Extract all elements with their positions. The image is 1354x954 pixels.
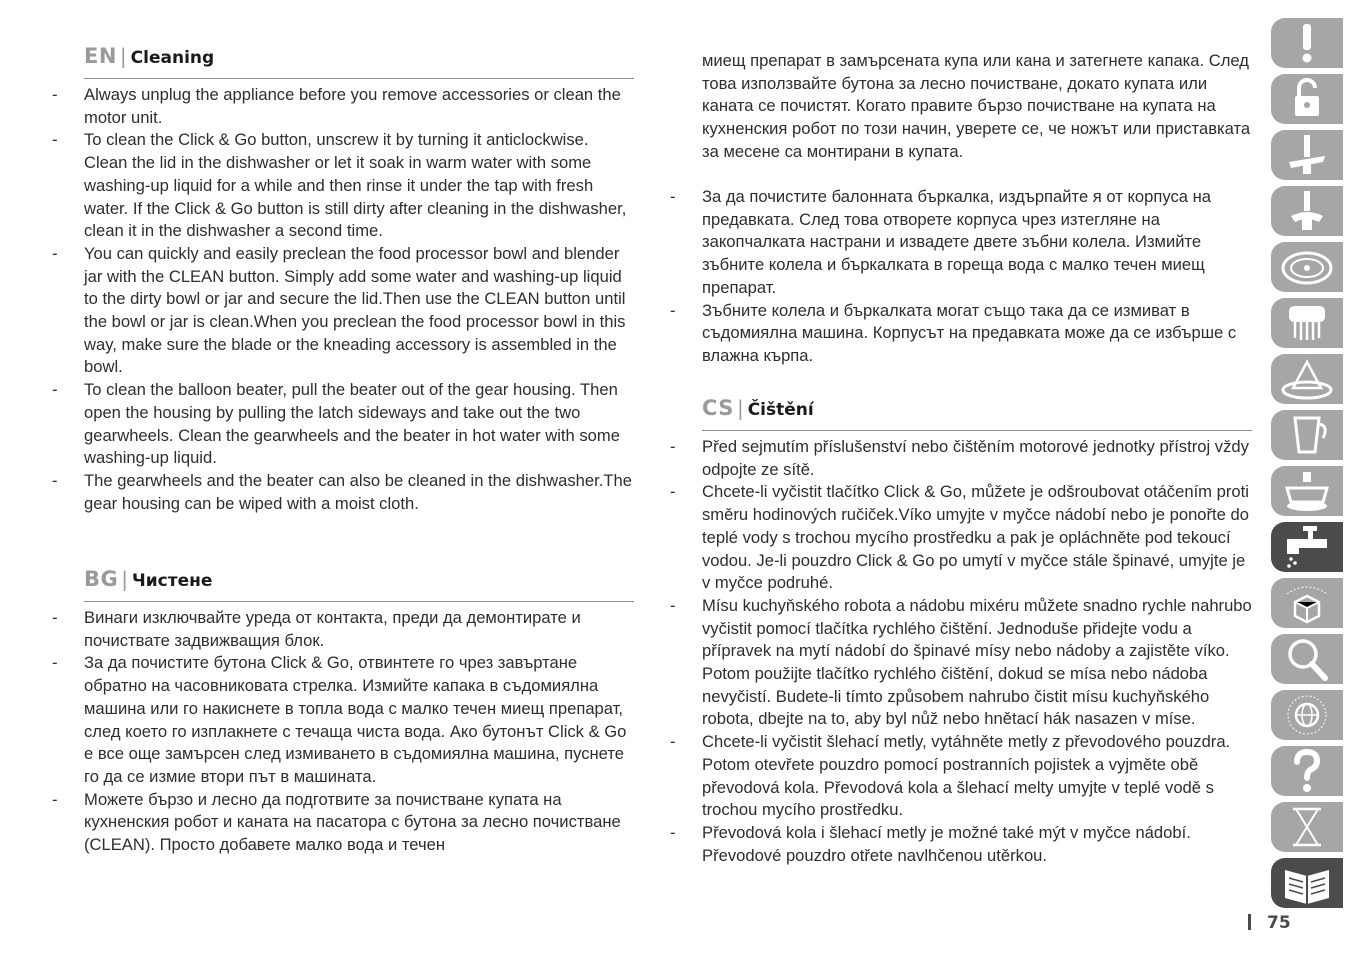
tab-search[interactable] [1271, 634, 1343, 684]
list-item [670, 822, 1252, 867]
continued-paragraph: миещ препарат в замърсената купа или кана и затегнете капака. След това използвайте бутона за лесно почистване, докато купата или каната се почистят. Когато правите бързо почистване на купата на кухненския робот по този начин, уверете се, че ножът или приставката за месене са монтирани в купата. [702, 51, 1251, 161]
item-text: Mísu kuchyňského robota a nádobu mixéru můžete snadno rychle nahrubo vyčistit pomocí tlačítka rychlého čištění. Jednoduše přidejte vodu a přípravek na mytí nádobí do špinavé mísy nebo nádoby a zajistěte víko. Potom použijte tlačítko rychlého čištění, dokud se mísa nebo nádoba nevyčistí. Budete-li tímto způsobem nahrubo čistit mísu kuchyňského robota, dbejte na to, aby byl nůž nebo hnětací hák nasazen v míse. [702, 595, 1252, 729]
section-title: Чистене [132, 571, 213, 591]
citrus-press-icon [1279, 356, 1335, 402]
heading-separator: | [119, 44, 127, 68]
bullet-dash: - [52, 608, 58, 627]
bullet-dash: - [670, 300, 676, 320]
tab-processor[interactable] [1271, 466, 1343, 516]
instruction-list [52, 607, 634, 857]
bullet-dash: - [670, 437, 676, 456]
item-text: Převodová kola i šlehací metly je možné také mýt v myčce nádobí. Převodové pouzdro otřete navlhčenou utěrkou. [702, 822, 1191, 865]
heading-separator: | [736, 396, 744, 420]
tab-blender[interactable] [1271, 410, 1343, 460]
list-item [670, 186, 1252, 300]
bullet-dash: - [52, 789, 58, 809]
list-item [52, 789, 634, 857]
language-code: EN [84, 44, 117, 68]
heading-separator: | [121, 567, 128, 591]
tab-kneading[interactable] [1271, 186, 1343, 236]
list-item [670, 300, 1252, 368]
list-item [52, 84, 634, 129]
list-item [52, 470, 634, 515]
tap-icon [1279, 524, 1335, 570]
bullet-dash: - [670, 732, 676, 752]
item-text: Можете бързо и лесно да подготвите за почистване купата на кухненския робот и каната на пасатора с бутона за лесно почистване (CLEAN). Просто добавете малко вода и течен [84, 789, 621, 855]
item-text: Зъбните колела и бъркалката могат също така да се измиват в съдомиялна машина. Корпусът на предавката може да се избърше с влажна кърпа. [702, 300, 1237, 365]
tab-cleaning[interactable] [1271, 522, 1343, 572]
disc-icon [1279, 244, 1335, 290]
list-item [52, 607, 634, 652]
globe-icon [1279, 692, 1335, 738]
tab-citrus[interactable] [1271, 354, 1343, 404]
instruction-list-continued [670, 186, 1252, 368]
food-processor-icon [1279, 468, 1335, 514]
whisk-icon [1279, 300, 1335, 346]
section-heading [84, 44, 634, 74]
tab-storage[interactable] [1271, 578, 1343, 628]
item-text: Chcete-li vyčistit tlačítko Click & Go, můžete je odšroubovat otáčením proti směru hodinových ručiček.Víko umyjte v myčce nádobí nebo je ponořte do teplé vody s trochou mycího prostředku a pak je opláchněte pod tekoucí vodou. Je-li pouzdro Click & Go po umytí v myčce stále špinavé, umyjte je v myčce podruhé. [702, 482, 1249, 593]
exclamation-icon [1279, 20, 1335, 66]
list-item [670, 436, 1252, 481]
recipe-book-icon [1279, 860, 1335, 906]
instruction-list [670, 436, 1252, 867]
item-text: Před sejmutím příslušenství nebo čištěním motorové jednotky přístroj vždy odpojte ze sítě. [702, 437, 1249, 479]
section-title: Čištění [747, 400, 814, 420]
tab-disc[interactable] [1271, 242, 1343, 292]
page-number-text: 75 [1267, 913, 1291, 933]
list-item [52, 129, 634, 243]
bullet-dash: - [670, 595, 676, 615]
bullet-dash: - [52, 243, 58, 263]
section-heading [84, 567, 634, 597]
storage-box-icon [1279, 580, 1335, 626]
list-item [52, 243, 634, 379]
bullet-dash: - [52, 470, 58, 490]
bullet-dash: - [670, 187, 676, 206]
tab-guarantee[interactable] [1271, 690, 1343, 740]
question-mark-icon [1279, 748, 1335, 794]
page-number-bar [1248, 914, 1251, 930]
bullet-dash: - [52, 380, 58, 400]
instruction-list [52, 84, 634, 515]
list-item [52, 652, 634, 788]
heading-rule [702, 430, 1252, 431]
blade-icon [1279, 132, 1335, 178]
language-code: BG [84, 567, 119, 591]
language-code: CS [702, 396, 734, 420]
list-item [670, 731, 1252, 822]
heading-rule [84, 78, 634, 79]
item-text: Винаги изключвайте уреда от контакта, преди да демонтирате и почиствате задвижващия блок. [84, 608, 581, 650]
item-text: To clean the balloon beater, pull the beater out of the gear housing. Then open the housing by pulling the latch sideways and take out the two gearwheels. Clean the gearwheels and the beater in hot water with some washing-up liquid. [84, 380, 620, 468]
tab-faq[interactable] [1271, 746, 1343, 796]
tab-timer[interactable] [1271, 802, 1343, 852]
list-item [670, 595, 1252, 731]
chapter-tab-strip [1271, 18, 1343, 918]
kneading-blade-icon [1279, 188, 1335, 234]
blender-jar-icon [1279, 412, 1335, 458]
hourglass-icon [1279, 804, 1335, 850]
list-item [670, 481, 1252, 595]
bullet-dash: - [52, 653, 58, 673]
item-text: To clean the Click & Go button, unscrew it by turning it anticlockwise. Clean the lid in the dishwasher or let it soak in warm water with some washing-up liquid for a while and then rinse it under the tap with fresh water. If the Click & Go button is still dirty after cleaning in the dishwasher, clean it in the dishwasher a second time. [84, 130, 627, 241]
bullet-dash: - [52, 85, 58, 104]
section-heading [702, 396, 1252, 426]
item-text: Chcete-li vyčistit šlehací metly, vytáhněte metly z převodového pouzdra. Potom otevřete pouzdro pomocí postranních pojistek a vyjměte obě převodová kola. Převodová kola a šlehací melty umyjte v teplé vodě s trochou mycího prostředku. [702, 732, 1231, 820]
page-number [1248, 913, 1291, 937]
tab-lock[interactable] [1271, 74, 1343, 124]
bullet-dash: - [670, 822, 676, 842]
tab-blade[interactable] [1271, 130, 1343, 180]
item-text: The gearwheels and the beater can also be cleaned in the dishwasher.The gear housing can be wiped with a moist cloth. [84, 470, 632, 513]
list-item [52, 379, 634, 470]
item-text: Always unplug the appliance before you remove accessories or clean the motor unit. [84, 85, 621, 127]
tab-whisk[interactable] [1271, 298, 1343, 348]
bullet-dash: - [670, 482, 676, 502]
bullet-dash: - [52, 130, 58, 150]
section-title: Cleaning [130, 48, 215, 68]
item-text: За да почистите бутона Click & Go, отвинтете го чрез завъртане обратно на часовниковата стрелка. Измийте капака в съдомиялна машина или го накиснете в топла вода с малко течен миещ препарат, след което го изплакнете с течаща чиста вода. Ако бутонът Click & Go е все още замърсен след измиването в съдомиялна машина, пуснете го да се измие втори път в машината. [84, 653, 627, 786]
magnifier-icon [1279, 636, 1335, 682]
item-text: You can quickly and easily preclean the food processor bowl and blender jar with the CLEAN button. Simply add some water and washing-up liquid to the dirty bowl or jar and secure the lid.Then use the CLEAN button until the bowl or jar is clean.When you preclean the food processor bowl in this way, make sure the blade or the kneading accessory is assembled in the bowl. [84, 243, 626, 377]
padlock-icon [1279, 76, 1335, 122]
heading-rule [84, 601, 634, 602]
item-text: За да почистите балонната бъркалка, издърпайте я от корпуса на предавката. След това отворете корпуса чрез изтегляне на закопчалката настрани и извадете двете зъбни колела. Измийте зъбните колела и бъркалката в гореща вода с малко течен миещ препарат. [702, 187, 1211, 297]
tab-recipes[interactable] [1271, 858, 1343, 908]
tab-safety[interactable] [1271, 18, 1343, 68]
